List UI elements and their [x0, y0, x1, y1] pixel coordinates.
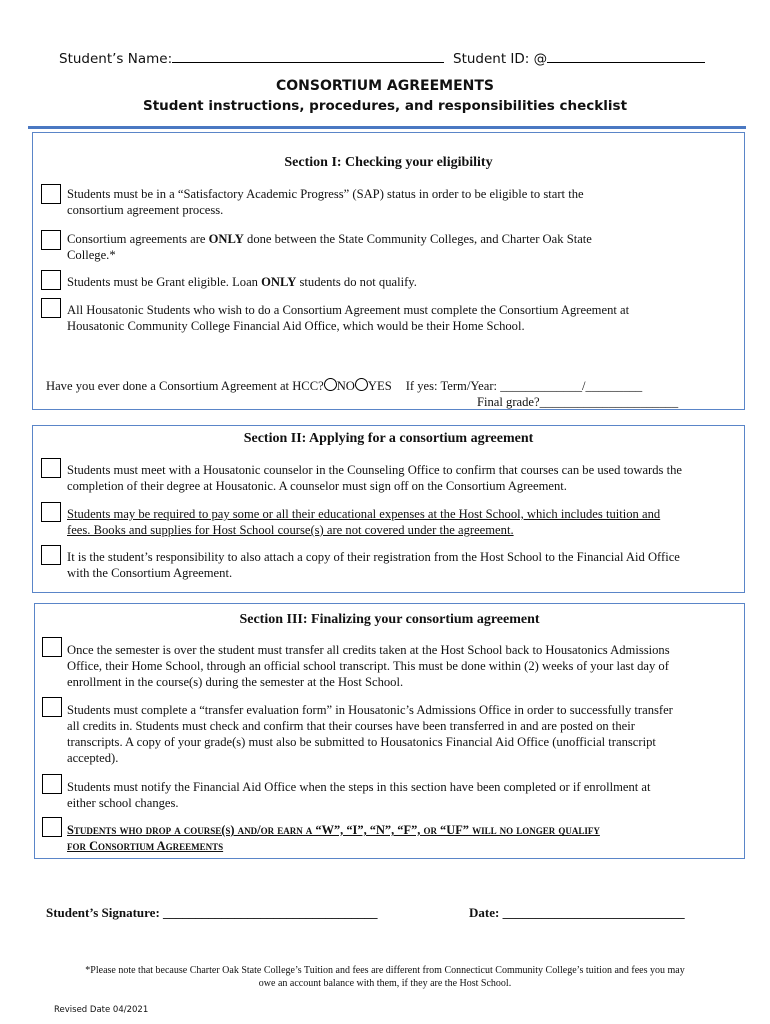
- checkbox-counselor[interactable]: [41, 458, 61, 478]
- radio-yes-label: YES: [367, 379, 392, 393]
- checkbox-sap[interactable]: [41, 184, 61, 204]
- footer-note: *Please note that because Charter Oak State College’s Tuition and fees are different from Connecticut Community College’s tuition and fees you may owe an account balance with them, if they are the Host School.: [85, 965, 685, 989]
- checkbox-grant-eligible[interactable]: [41, 270, 61, 290]
- term-year-field[interactable]: If yes: Term/Year: _____________/_________: [405, 379, 643, 393]
- section-1-item-1: Students must be in a “Satisfactory Academic Progress” (SAP) status in order to be eligible to start the consortium agreement process.: [67, 187, 584, 217]
- page-title: CONSORTIUM AGREEMENTS: [275, 78, 495, 94]
- checkbox-transfer-evaluation[interactable]: [42, 697, 62, 717]
- student-id-label: Student ID: @: [453, 48, 705, 67]
- section-1-item-4: All Housatonic Students who wish to do a Consortium Agreement must complete the Consortium Agreement at Housatonic Community College Financial Aid Office, which would be their Home School.: [67, 303, 630, 333]
- section-2-item-2: Students may be required to pay some or all their educational expenses at the Host School, which includes tuition and fees. Books and supplies for Host School course(s) are not covered under the agreement.: [67, 507, 661, 537]
- checkbox-transfer-credits[interactable]: [42, 637, 62, 657]
- header-rule: [28, 126, 746, 129]
- section-2-item-3: It is the student’s responsibility to also attach a copy of their registration from the Host School to the Financial Aid Office with the Consortium Agreement.: [67, 550, 680, 580]
- section-3-item-3: Students must notify the Financial Aid Office when the steps in this section have been completed or if enrollment at either school changes.: [67, 780, 651, 810]
- section-3-item-1: Once the semester is over the student must transfer all credits taken at the Host School back to Housatonics Admissions Office, their Home School, through an official school transcript. This must be done within (2) weeks of your last day of enrollment in the course(s) during the semester at the Host School.: [67, 643, 670, 689]
- section-1-item-3: Students must be Grant eligible. Loan ONLY students do not qualify.: [67, 275, 417, 289]
- section-3-item-2: Students must complete a “transfer evaluation form” in Housatonic’s Admissions Office in order to successfully transfer all credits in. Students must check and confirm that their courses have been transferred in and are posted on their transcripts. A copy of your grade(s) must also be submitted to Housatonics Financial Aid Office (unofficial transcript accepted).: [67, 703, 673, 765]
- radio-no[interactable]: [324, 378, 337, 391]
- checkbox-consortium-only[interactable]: [41, 230, 61, 250]
- radio-yes[interactable]: [355, 378, 368, 391]
- checkbox-registration-copy[interactable]: [41, 545, 61, 565]
- student-name-label: Student’s Name:: [59, 48, 444, 67]
- section-2-item-1: Students must meet with a Housatonic counselor in the Counseling Office to confirm that courses can be used towards the completion of their degree at Housatonic. A counselor must sign off on the Consortium Agreement.: [67, 463, 682, 493]
- section-3-item-4: Students who drop a course(s) and/or earn a “W”, “I”, “N”, “F”, or “UF” will no longer qualify for Consortium Agreements: [67, 823, 600, 853]
- page-subtitle: Student instructions, procedures, and responsibilities checklist: [142, 98, 628, 114]
- checkbox-expenses[interactable]: [41, 502, 61, 522]
- signature-field[interactable]: Student’s Signature: _________________________________: [46, 905, 378, 920]
- checkbox-home-school[interactable]: [41, 298, 61, 318]
- hcc-question: Have you ever done a Consortium Agreement at HCC?: [46, 379, 324, 393]
- section-3-title: Section III: Finalizing your consortium agreement: [239, 612, 540, 627]
- final-grade-field[interactable]: Final grade?______________________: [477, 395, 679, 409]
- section-1-item-2: Consortium agreements are ONLY done between the State Community Colleges, and Charter Oak State College.*: [67, 232, 592, 262]
- student-id-field[interactable]: [547, 48, 705, 63]
- checkbox-drop-course-warning[interactable]: [42, 817, 62, 837]
- date-field[interactable]: Date: ____________________________: [469, 905, 685, 920]
- section-1-title: Section I: Checking your eligibility: [284, 155, 493, 170]
- section-1-box: [32, 132, 745, 410]
- radio-no-label: NO: [336, 379, 355, 393]
- checkbox-notify-financial-aid[interactable]: [42, 774, 62, 794]
- revised-date: Revised Date 04/2021: [54, 1005, 149, 1015]
- section-2-title: Section II: Applying for a consortium agreement: [243, 431, 534, 446]
- student-name-field[interactable]: [172, 48, 444, 63]
- hcc-question-row: [46, 378, 746, 394]
